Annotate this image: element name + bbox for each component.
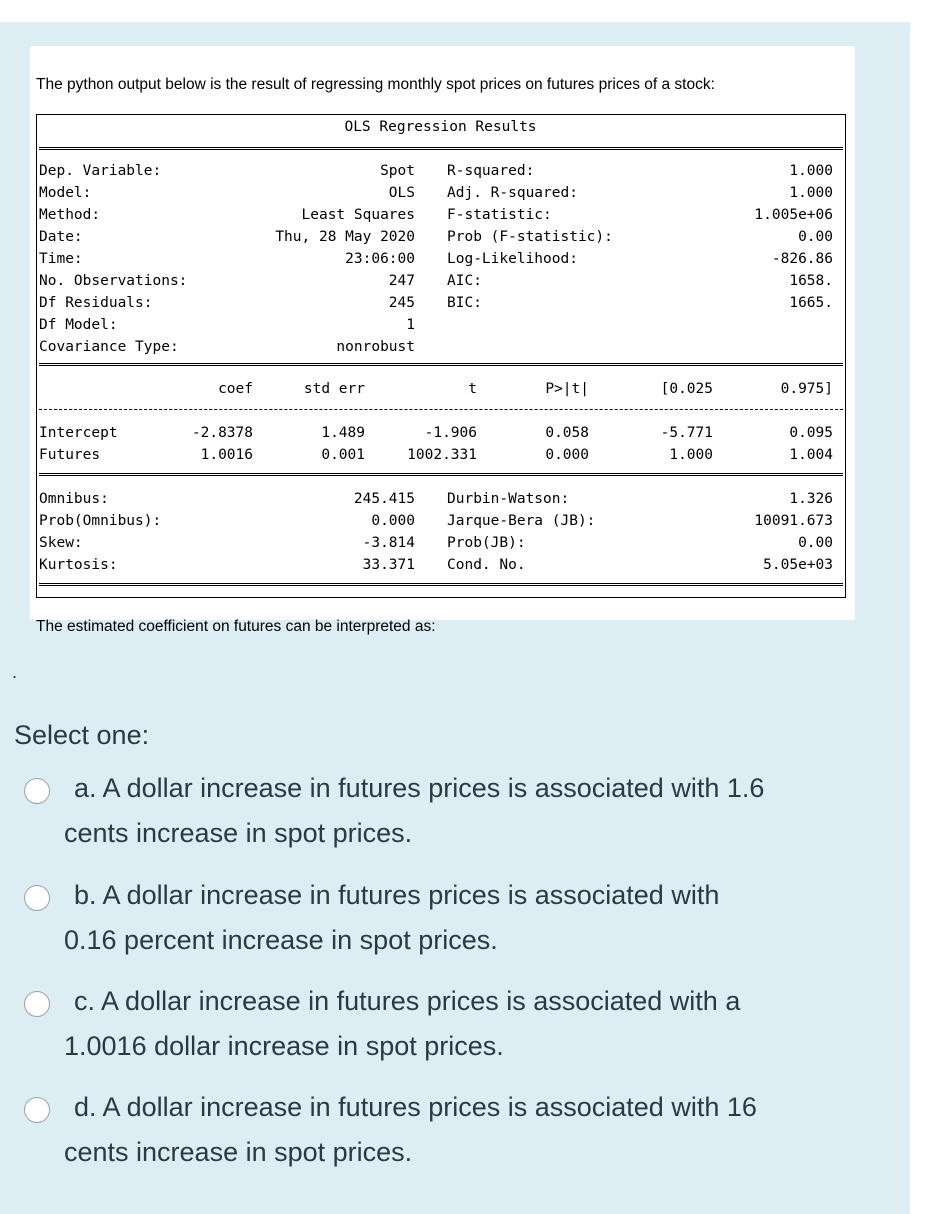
stat-value: 23:06:00 — [345, 251, 415, 267]
stat-value: Least Squares — [301, 207, 415, 223]
coef-header: std err — [303, 381, 365, 397]
coef-header: [0.025 — [660, 381, 713, 397]
coef-cell: 0.058 — [545, 425, 589, 441]
stat-label: AIC: — [447, 273, 482, 289]
option-c-label[interactable] — [64, 979, 864, 1069]
stat-value: 1.000 — [789, 163, 833, 179]
option-a-label[interactable] — [64, 766, 864, 856]
option-d-label[interactable] — [64, 1085, 864, 1175]
coef-cell: -2.8378 — [191, 425, 253, 441]
option-b-label[interactable] — [64, 873, 864, 963]
coef-cell: 1.0016 — [200, 447, 253, 463]
stat-value: 0.00 — [798, 229, 833, 245]
option-text-line1: A dollar increase in futures prices is associated with 16 — [102, 1092, 757, 1122]
coef-cell: 0.000 — [545, 447, 589, 463]
separator — [39, 363, 843, 366]
stat-value: OLS — [388, 185, 415, 201]
option-text-line1: A dollar increase in futures prices is associated with 1.6 — [102, 773, 765, 803]
coef-row-name: Intercept — [39, 425, 118, 441]
option-text-line1: A dollar increase in futures prices is associated with a — [101, 986, 741, 1016]
question-card — [30, 46, 855, 635]
coef-cell: 0.095 — [789, 425, 833, 441]
stat-label: Dep. Variable: — [39, 163, 162, 179]
option-text-line2: 0.16 percent increase in spot prices. — [64, 925, 498, 955]
option-text-line1: A dollar increase in futures prices is associated with — [102, 880, 720, 910]
radio-c[interactable] — [24, 991, 50, 1017]
stat-label: Log-Likelihood: — [447, 251, 578, 267]
stat-label: Covariance Type: — [39, 339, 179, 355]
diag-value: 245.415 — [353, 491, 415, 507]
stat-label: Df Model: — [39, 317, 118, 333]
diag-value: 33.371 — [362, 557, 415, 573]
stat-label: Model: — [39, 185, 92, 201]
coef-header: P>|t| — [545, 381, 589, 397]
diag-label: Prob(Omnibus): — [39, 513, 162, 529]
coef-cell: 1.489 — [321, 425, 365, 441]
radio-a[interactable] — [24, 778, 50, 804]
diag-label: Durbin-Watson: — [447, 491, 570, 507]
coef-cell: -1.906 — [424, 425, 477, 441]
stat-label: Prob (F-statistic): — [447, 229, 613, 245]
option-letter: c. — [74, 986, 96, 1016]
diag-value: 0.000 — [371, 513, 415, 529]
separator — [39, 147, 843, 150]
question-panel — [0, 22, 910, 1214]
radio-b[interactable] — [24, 885, 50, 911]
option-letter: d. — [74, 1092, 97, 1122]
stat-value: 1.005e+06 — [754, 207, 833, 223]
select-prompt: Select one: — [14, 720, 150, 750]
stat-value: 1658. — [789, 273, 833, 289]
diag-label: Cond. No. — [447, 557, 526, 573]
coef-cell: 0.001 — [321, 447, 365, 463]
stat-label: No. Observations: — [39, 273, 188, 289]
stat-value: nonrobust — [336, 339, 415, 355]
option-text-line2: 1.0016 dollar increase in spot prices. — [64, 1031, 504, 1061]
coef-cell: 1.004 — [789, 447, 833, 463]
stray-dot: . — [12, 662, 18, 682]
stat-value: 1.000 — [789, 185, 833, 201]
diag-value: 1.326 — [789, 491, 833, 507]
stat-label: Time: — [39, 251, 83, 267]
diag-label: Prob(JB): — [447, 535, 526, 551]
coef-cell: 1002.331 — [407, 447, 477, 463]
stat-label: R-squared: — [447, 163, 535, 179]
coef-header: t — [468, 381, 477, 397]
radio-d[interactable] — [24, 1097, 50, 1123]
ols-title: OLS Regression Results — [344, 119, 537, 135]
ols-results-output — [36, 114, 846, 598]
diag-value: 5.05e+03 — [763, 557, 833, 573]
separator — [39, 473, 843, 476]
diag-label: Jarque-Bera (JB): — [447, 513, 596, 529]
diag-label: Kurtosis: — [39, 557, 118, 573]
stat-value: 1 — [406, 317, 415, 333]
stat-value: 245 — [388, 295, 415, 311]
diag-value: 10091.673 — [754, 513, 833, 529]
stat-value: 1665. — [789, 295, 833, 311]
stat-label: Adj. R-squared: — [447, 185, 578, 201]
diag-value: -3.814 — [362, 535, 415, 551]
option-text-line2: cents increase in spot prices. — [64, 818, 413, 848]
coef-header: coef — [218, 381, 253, 397]
stat-value: Spot — [380, 163, 415, 179]
stat-label: Date: — [39, 229, 83, 245]
stat-label: BIC: — [447, 295, 482, 311]
coef-row-name: Futures — [39, 447, 101, 463]
diag-label: Skew: — [39, 535, 83, 551]
question-followup: The estimated coefficient on futures can be interpreted as: — [36, 618, 436, 635]
stat-value: -826.86 — [771, 251, 833, 267]
option-letter: a. — [74, 773, 97, 803]
stat-label: Df Residuals: — [39, 295, 153, 311]
option-letter: b. — [74, 880, 97, 910]
stat-value: 247 — [388, 273, 415, 289]
coef-cell: 1.000 — [669, 447, 713, 463]
coef-header: 0.975] — [780, 381, 833, 397]
stat-label: Method: — [39, 207, 101, 223]
stat-label: F-statistic: — [447, 207, 552, 223]
diag-label: Omnibus: — [39, 491, 109, 507]
option-text-line2: cents increase in spot prices. — [64, 1137, 413, 1167]
diag-value: 0.00 — [798, 535, 833, 551]
question-intro: The python output below is the result of regressing monthly spot prices on futures prices of a stock: — [36, 76, 715, 93]
separator — [39, 583, 843, 586]
stat-value: Thu, 28 May 2020 — [275, 229, 415, 245]
coef-cell: -5.771 — [660, 425, 713, 441]
separator — [39, 409, 843, 410]
